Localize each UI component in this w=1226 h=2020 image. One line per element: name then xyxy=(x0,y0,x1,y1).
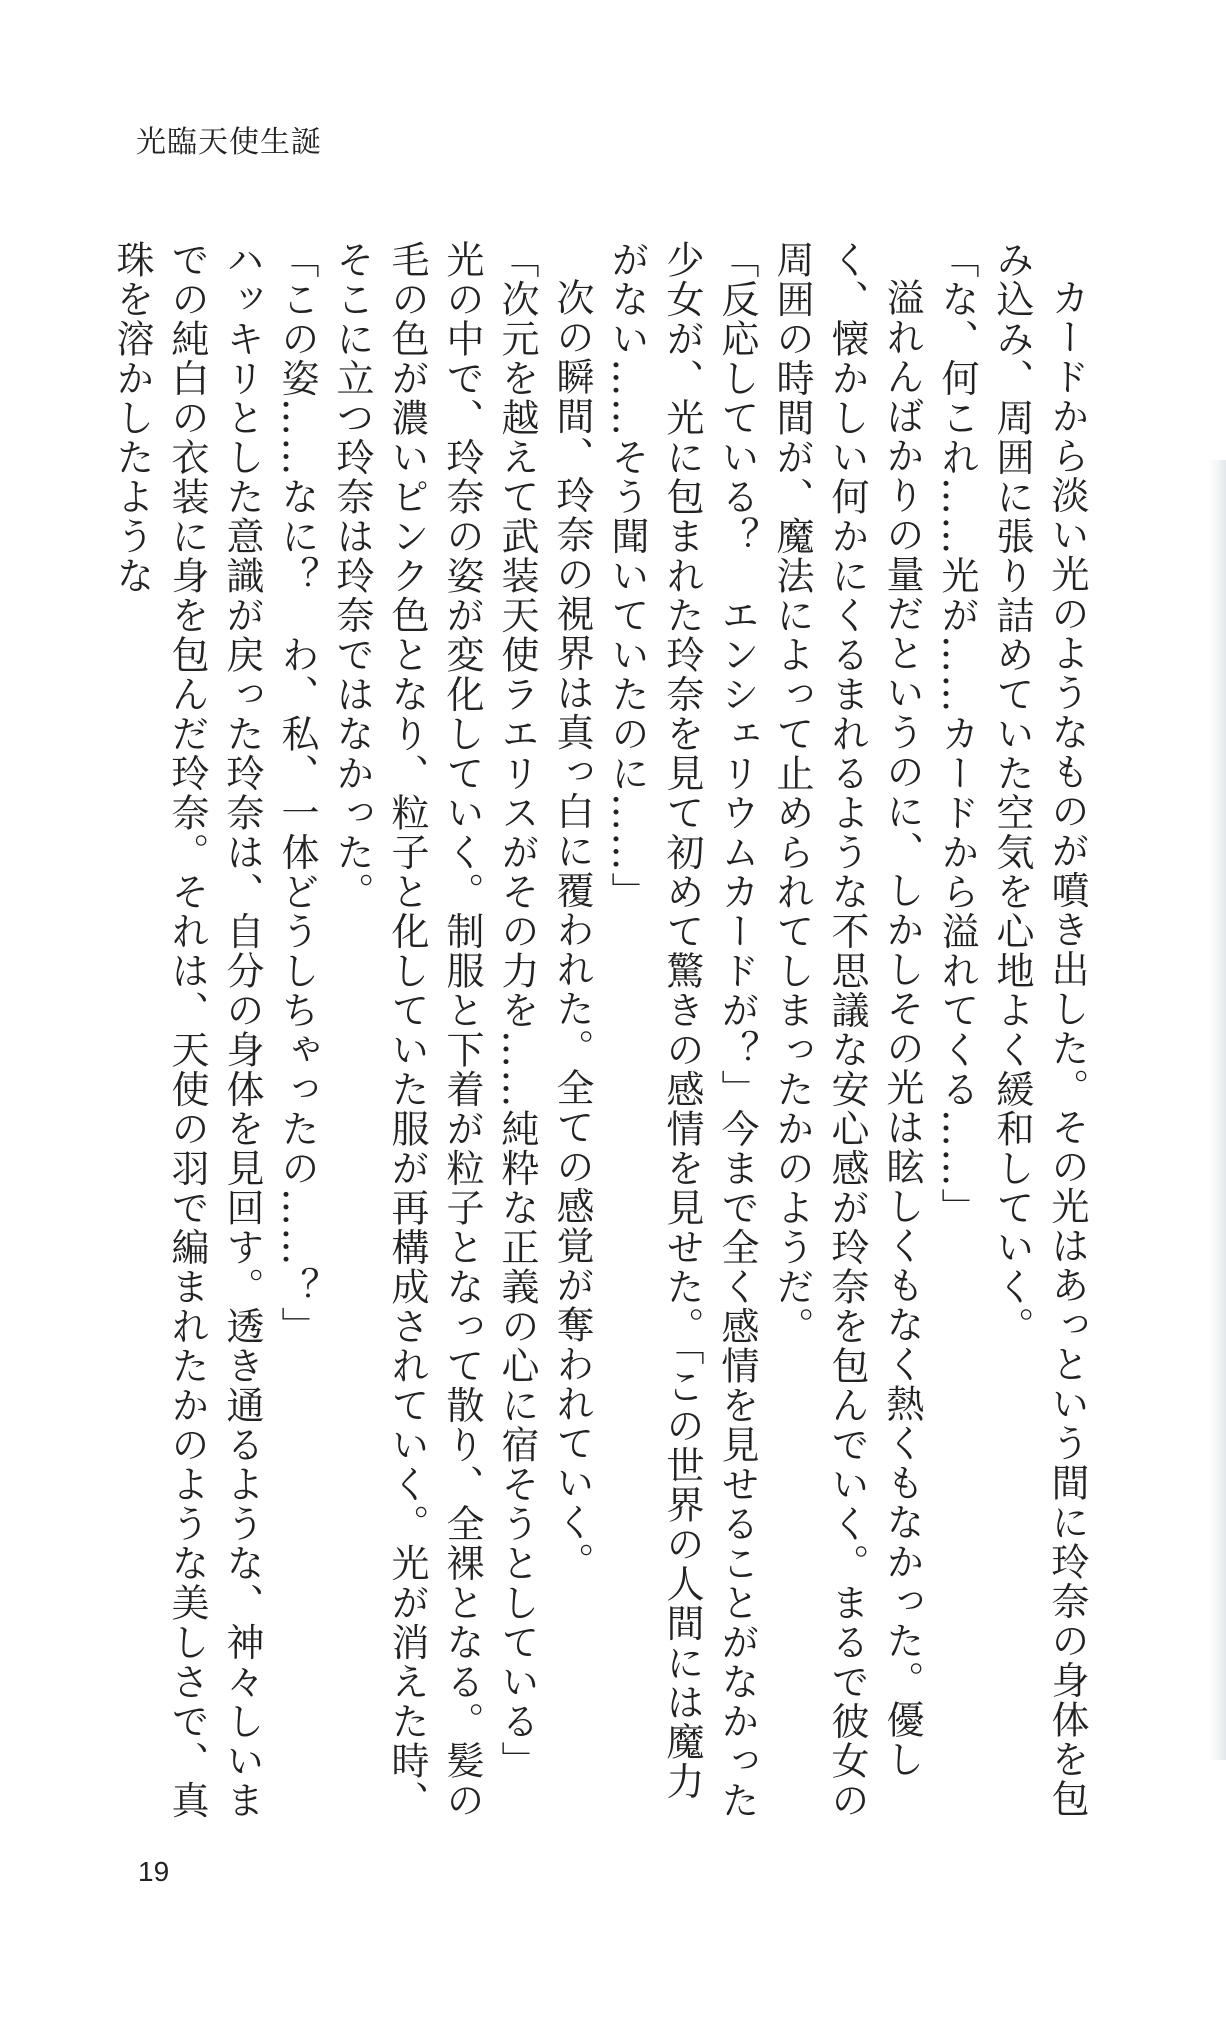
scan-edge-shadow xyxy=(1208,460,1226,1760)
page-number: 19 xyxy=(138,1856,170,1887)
paragraph: 次の瞬間、玲奈の視界は真っ白に覆われた。全ての感覚が奪われていく。 xyxy=(550,278,594,1582)
dialogue-line: 「反応している？ エンシェリウムカードが？」今まで全く感情を見せることがなかった少女が、光に包まれた玲奈を見て初めて驚きの感情を見せた。「この世界の人間には魔力がない……そう聞いていたのに……」 xyxy=(605,240,759,1820)
paragraph: ハッキリとした意識が戻った玲奈は、自分の身体を見回す。透き通るような、神々しいまでの純白の衣装に身を包んだ玲奈。それは、天使の羽で編まれたかのような美しさで、真珠を溶かしたような xyxy=(110,240,264,1820)
dialogue-line: 「次元を越えて武装天使ラエリスがその力を……純粋な正義の心に宿そうとしている」 xyxy=(495,240,539,1781)
paragraph: カードから淡い光のようなものが噴き出した。その光はあっという間に玲奈の身体を包み込み、周囲に張り詰めていた空気を心地よく緩和していく。 xyxy=(990,240,1089,1819)
dialogue-line: 「な、何これ……光が……カードから溢れてくる……」 xyxy=(935,240,979,1228)
dialogue-line: 「この姿……なに？ わ、私、一体どうしちゃったの……？」 xyxy=(275,240,319,1346)
paragraph: 溢れんばかりの量だというのに、しかしその光は眩しくもなく熱くもなかった。優しく、懐かしい何かにくるまれるような不思議な安心感が玲奈を包んでいく。まるで彼女の周囲の時間が、魔法によって止められてしまったかのようだ。 xyxy=(770,240,924,1820)
paragraph: 光の中で、玲奈の姿が変化していく。制服と下着が粒子となって散り、全裸となる。髪の毛の色が濃いピンク色となり、粒子と化していた服が再構成されていく。光が消えた時、そこに立つ玲奈は玲奈ではなかった。 xyxy=(330,240,484,1820)
running-head: 光臨天使生誕 xyxy=(136,125,322,160)
vertical-body-text xyxy=(110,240,1094,1840)
